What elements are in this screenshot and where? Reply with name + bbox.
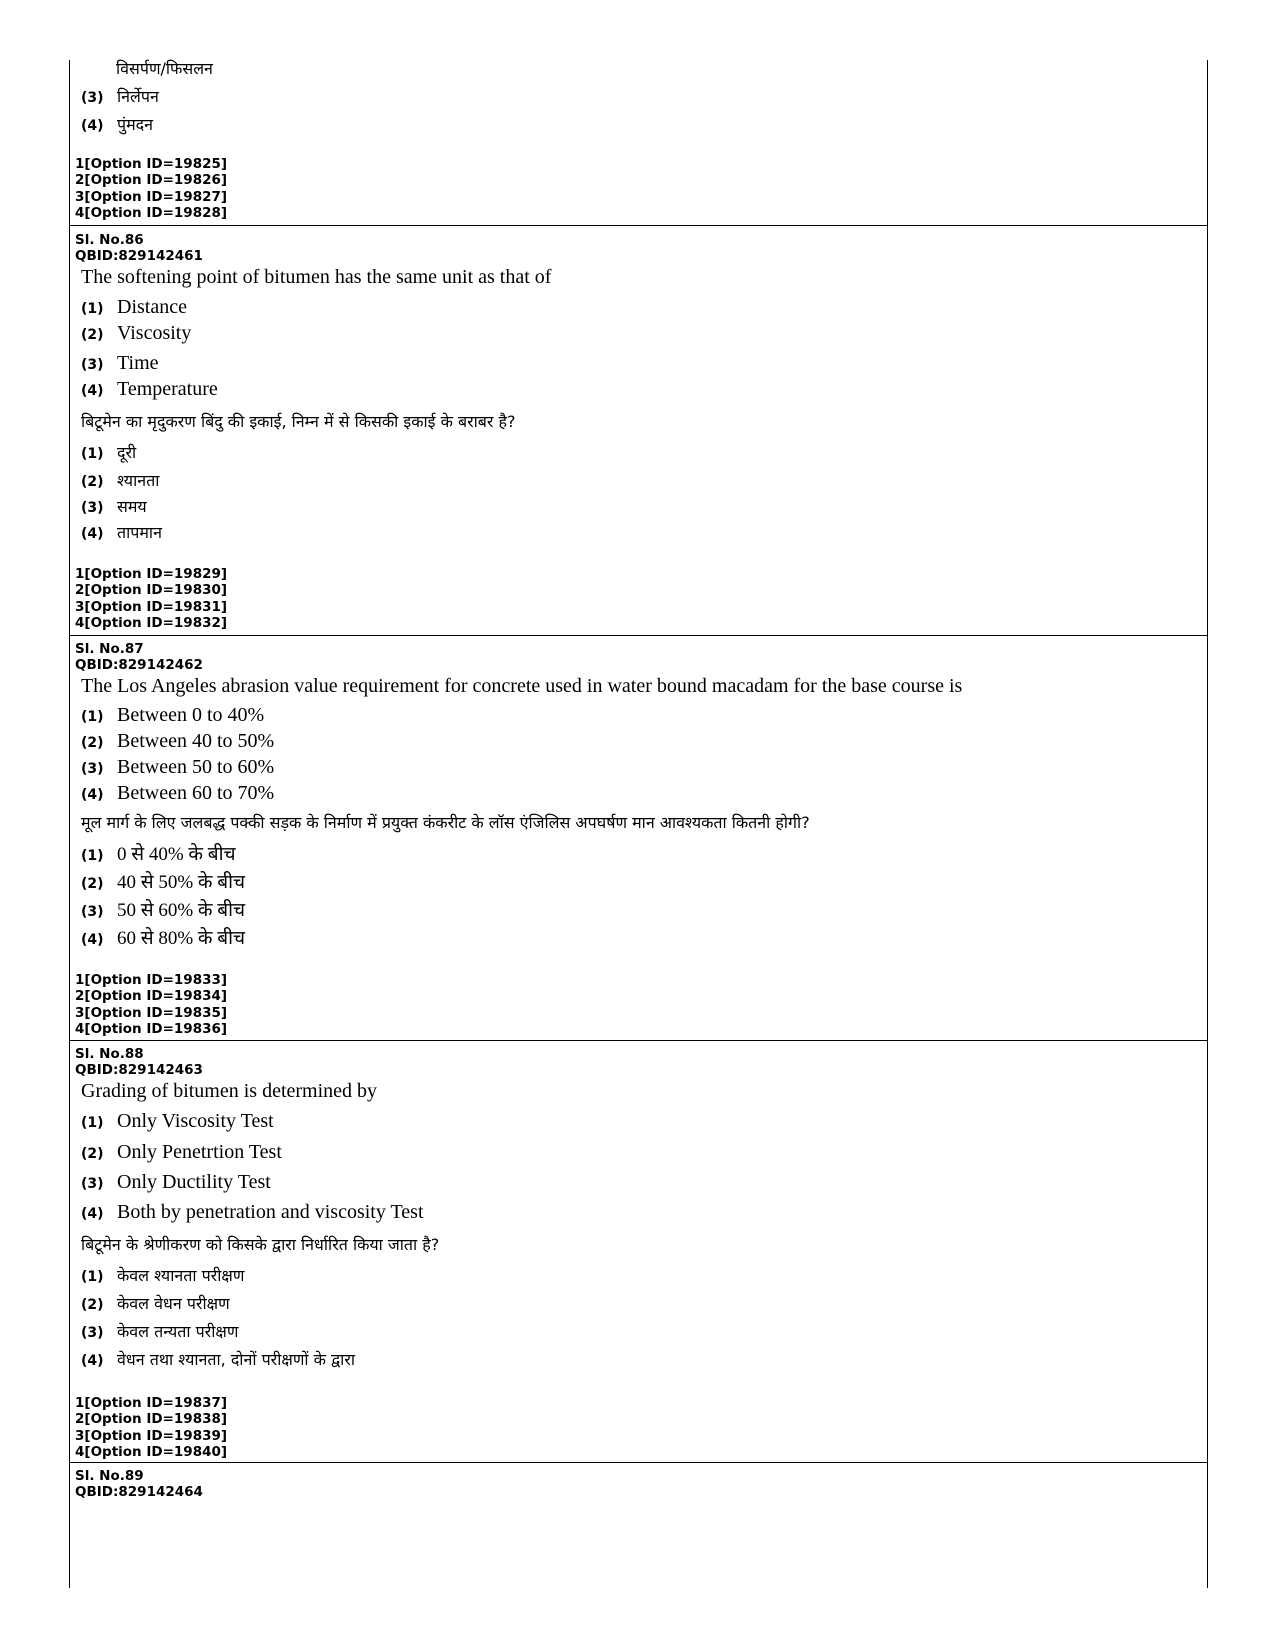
option-hi-4 — [81, 927, 245, 952]
option-number: (4) — [81, 932, 104, 948]
option-id-list — [75, 972, 227, 1037]
option-number: (3) — [81, 500, 104, 516]
option-number: (1) — [81, 1115, 104, 1131]
question-divider — [70, 1462, 1207, 1463]
option-hi-4 — [81, 113, 153, 138]
option-text: Only Viscosity Test — [117, 1110, 274, 1132]
option-text: Temperature — [117, 378, 218, 400]
option-text: समय — [117, 497, 147, 516]
option-id: 1[Option ID=19833] — [75, 972, 228, 988]
option-text: Time — [117, 352, 159, 374]
option-en-3 — [81, 351, 159, 377]
option-number: (2) — [81, 1297, 104, 1313]
question-text-hi: बिटूमेन के श्रेणीकरण को किसके द्वारा निर्धारित किया जाता है? — [81, 1235, 440, 1254]
option-hi-3 — [81, 899, 245, 924]
option-text: 0 से 40% के बीच — [117, 844, 236, 865]
option-number: (4) — [81, 1353, 104, 1369]
option-text: Both by penetration and viscosity Test — [117, 1201, 424, 1223]
option-id: 1[Option ID=19829] — [75, 566, 228, 582]
question-paper-frame — [69, 60, 1208, 1588]
option-text: Viscosity — [117, 322, 192, 344]
serial-number: Sl. No.89 — [75, 1468, 144, 1484]
option-text: Only Ductility Test — [117, 1171, 271, 1193]
option-id: 4[Option ID=19828] — [75, 204, 228, 221]
option-id: 1[Option ID=19825] — [75, 156, 228, 172]
option-text: पुंमदन — [117, 115, 154, 134]
option-number: (3) — [81, 1325, 104, 1341]
option-id: 3[Option ID=19831] — [75, 598, 228, 615]
option-number: (3) — [81, 1176, 104, 1192]
option-hi-2 — [81, 469, 159, 494]
option-en-2 — [81, 729, 274, 755]
option-text: वेधन तथा श्यानता, दोनों परीक्षणों के द्वारा — [117, 1350, 356, 1369]
qbid: QBID:829142463 — [75, 1062, 203, 1078]
option-id: 2[Option ID=19834] — [75, 988, 228, 1005]
option-number: (2) — [81, 1146, 104, 1162]
question-text-en: Grading of bitumen is determined by — [81, 1080, 378, 1102]
option-id: 4[Option ID=19832] — [75, 614, 228, 631]
option-text: 50 से 60% के बीच — [117, 900, 246, 921]
option-2-continuation-text: विसर्पण/फिसलन — [116, 59, 213, 78]
option-en-3 — [81, 755, 274, 781]
option-text: केवल तन्यता परीक्षण — [117, 1322, 239, 1341]
question-text-en: The Los Angeles abrasion value requirement for concrete used in water bound macadam for the base course is — [81, 675, 963, 697]
option-number: (2) — [81, 327, 104, 343]
option-hi-4 — [81, 1348, 355, 1373]
option-text: Only Penetrtion Test — [117, 1141, 282, 1163]
option-number: (2) — [81, 876, 104, 892]
question-text-hi: बिटूमेन का मृदुकरण बिंदु की इकाई, निम्न में से किसकी इकाई के बराबर है? — [81, 412, 516, 431]
option-text: तापमान — [117, 523, 162, 542]
option-hi-3 — [81, 495, 147, 520]
option-en-4 — [81, 1200, 424, 1226]
option-hi-4 — [81, 521, 162, 546]
option-text: Between 0 to 40% — [117, 704, 265, 726]
serial-number: Sl. No.88 — [75, 1046, 144, 1062]
option-number: (3) — [81, 90, 104, 106]
option-number: (1) — [81, 1269, 104, 1285]
option-text: 60 से 80% के बीच — [117, 928, 246, 949]
option-id-list — [75, 566, 227, 631]
qbid: QBID:829142464 — [75, 1484, 203, 1500]
option-text: Distance — [117, 296, 187, 318]
qbid: QBID:829142462 — [75, 657, 203, 673]
option-hi-3 — [81, 85, 159, 110]
option-hi-2 — [81, 871, 245, 896]
option-number: (4) — [81, 787, 104, 803]
option-text: Between 50 to 60% — [117, 756, 275, 778]
option-number: (1) — [81, 446, 104, 462]
question-divider — [70, 635, 1207, 636]
option-text: दूरी — [117, 443, 137, 462]
option-text: श्यानता — [117, 471, 160, 490]
option-text: केवल वेधन परीक्षण — [117, 1294, 230, 1313]
question-divider — [70, 1040, 1207, 1041]
qbid: QBID:829142461 — [75, 248, 203, 264]
option-number: (4) — [81, 526, 104, 542]
option-en-4 — [81, 781, 274, 807]
option-number: (2) — [81, 474, 104, 490]
option-id: 3[Option ID=19827] — [75, 188, 228, 205]
option-id: 2[Option ID=19838] — [75, 1411, 228, 1428]
question-text-en: The softening point of bitumen has the same unit as that of — [81, 266, 552, 288]
option-number: (4) — [81, 383, 104, 399]
option-hi-3 — [81, 1320, 238, 1345]
option-en-1 — [81, 1109, 274, 1135]
option-number: (2) — [81, 735, 104, 751]
option-number: (3) — [81, 761, 104, 777]
option-id: 2[Option ID=19830] — [75, 582, 228, 599]
option-hi-1 — [81, 441, 136, 466]
option-number: (4) — [81, 1206, 104, 1222]
option-text: केवल श्यानता परीक्षण — [117, 1266, 245, 1285]
option-id: 2[Option ID=19826] — [75, 172, 228, 189]
option-text: 40 से 50% के बीच — [117, 872, 246, 893]
option-text: Between 40 to 50% — [117, 730, 275, 752]
option-number: (3) — [81, 357, 104, 373]
option-en-4 — [81, 377, 218, 403]
option-hi-1 — [81, 843, 236, 868]
option-en-2 — [81, 1140, 282, 1166]
option-number: (3) — [81, 904, 104, 920]
question-text-hi: मूल मार्ग के लिए जलबद्ध पक्की सड़क के निर्माण में प्रयुक्त कंकरीट के लॉस एंजिलिस अपघर्षण मान आवश्यकता कितनी होगी? — [81, 813, 810, 832]
option-id: 1[Option ID=19837] — [75, 1395, 228, 1411]
option-number: (1) — [81, 301, 104, 317]
option-id: 4[Option ID=19836] — [75, 1020, 228, 1037]
serial-number: Sl. No.86 — [75, 232, 144, 248]
option-number: (4) — [81, 118, 104, 134]
option-en-1 — [81, 703, 264, 729]
option-text: Between 60 to 70% — [117, 782, 275, 804]
option-hi-1 — [81, 1264, 244, 1289]
option-id: 3[Option ID=19839] — [75, 1427, 228, 1444]
option-id-list — [75, 156, 227, 221]
option-text: निर्लेपन — [117, 87, 159, 106]
option-en-1 — [81, 295, 187, 321]
option-number: (1) — [81, 709, 104, 725]
option-number: (1) — [81, 848, 104, 864]
option-id-list — [75, 1395, 227, 1460]
option-hi-2 — [81, 1292, 230, 1317]
option-en-2 — [81, 321, 191, 347]
question-divider — [70, 225, 1207, 226]
option-id: 3[Option ID=19835] — [75, 1004, 228, 1021]
serial-number: Sl. No.87 — [75, 641, 144, 657]
option-en-3 — [81, 1170, 271, 1196]
option-id: 4[Option ID=19840] — [75, 1443, 228, 1460]
